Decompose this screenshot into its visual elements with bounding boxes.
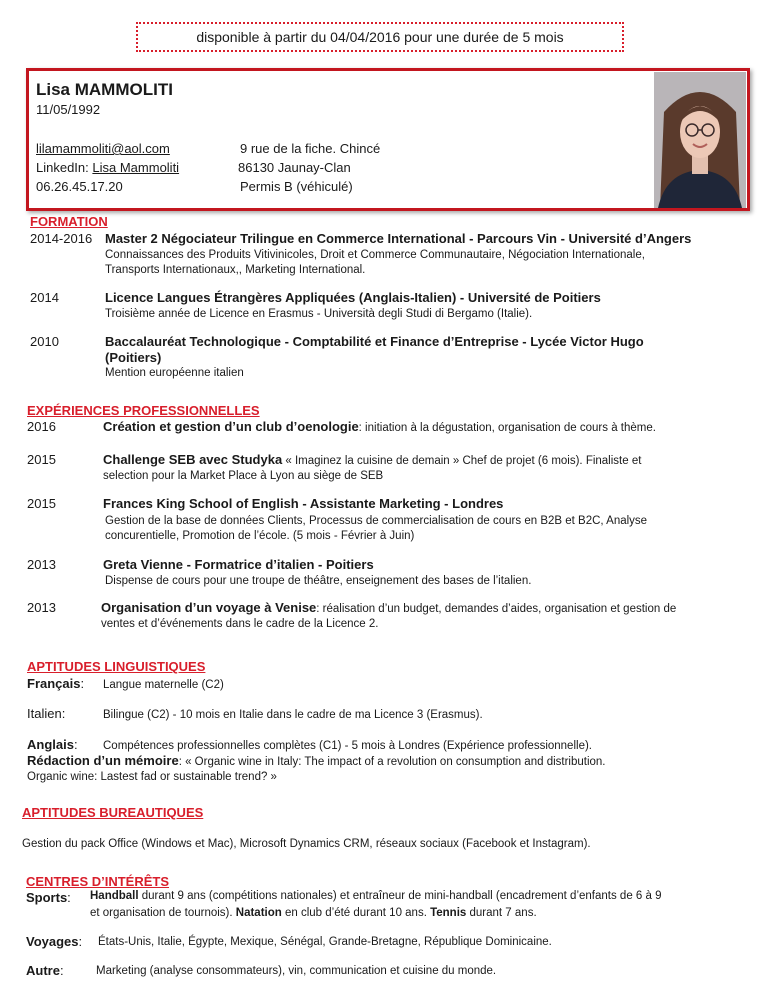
experience-desc: Dispense de cours pour une troupe de théâtre, enseignement des bases de l’italien.: [105, 575, 532, 587]
interest-other-label-wrap: Autre:: [26, 963, 64, 978]
language-text: Langue maternelle (C2): [103, 679, 224, 691]
sport-natation: Natation: [235, 907, 282, 919]
formation-title: Licence Langues Étrangères Appliquées (Anglais-Italien) - Université de Poitiers: [105, 290, 601, 305]
experience-desc: : réalisation d’un budget, demandes d’aides, organisation et gestion de: [316, 603, 677, 615]
formation-year: 2010: [30, 334, 59, 349]
thesis-line: [27, 753, 606, 768]
sport-handball: Handball: [90, 890, 139, 902]
language-label: Italien: [27, 706, 62, 721]
sports-text: et organisation de tournois).: [90, 907, 236, 919]
formation-title: Baccalauréat Technologique - Comptabilité et Finance d’Entreprise - Lycée Victor Hugo: [105, 334, 644, 349]
section-title-languages: APTITUDES LINGUISTIQUES: [27, 659, 206, 674]
language-label: Anglais: [27, 737, 74, 752]
experience-line: [103, 419, 656, 434]
section-title-interests: CENTRES D’INTÉRÊTS: [26, 874, 170, 889]
experience-desc: « Imaginez la cuisine de demain » Chef de projet (6 mois). Finaliste et: [282, 455, 642, 467]
experience-desc: selection pour la Market Place à Lyon au siège de SEB: [103, 470, 384, 482]
interest-sports-line-2: [90, 907, 537, 919]
section-title-office: APTITUDES BUREAUTIQUES: [22, 805, 204, 820]
formation-desc: Transports Internationaux,, Marketing International.: [105, 264, 366, 276]
linkedin-line: [36, 160, 179, 175]
linkedin-link[interactable]: Lisa Mammoliti: [92, 160, 180, 175]
experience-line: [101, 600, 676, 615]
language-english: Anglais:: [27, 737, 78, 752]
phone: 06.26.45.17.20: [36, 179, 123, 194]
experience-desc: ventes et d’événements dans le cadre de la Licence 2.: [101, 618, 379, 630]
birthdate: 11/05/1992: [36, 102, 101, 117]
section-title-experiences: EXPÉRIENCES PROFESSIONNELLES: [27, 403, 260, 418]
experience-title: Organisation d’un voyage à Venise: [101, 600, 317, 615]
experience-desc: concurentielle, Promotion de l’école. (5 mois - Février à Juin): [105, 530, 415, 542]
sports-text: en club d’été durant 10 ans.: [281, 907, 431, 919]
experience-title: Frances King School of English - Assistante Marketing - Londres: [103, 496, 504, 511]
interest-sports-label-wrap: Sports:: [26, 890, 71, 905]
experience-year: 2016: [27, 419, 56, 434]
experience-year: 2013: [27, 557, 56, 572]
experience-desc: : initiation à la dégustation, organisation de cours à thème.: [358, 422, 656, 434]
address-line-1: 9 rue de la fiche. Chincé: [240, 141, 381, 156]
formation-desc: Mention européenne italien: [105, 367, 244, 379]
other-text: Marketing (analyse consommateurs), vin, communication et cuisine du monde.: [96, 965, 497, 977]
language-text: Bilingue (C2) - 10 mois en Italie dans le cadre de ma Licence 3 (Erasmus).: [103, 709, 483, 721]
experience-year: 2015: [27, 452, 56, 467]
experience-desc: Gestion de la base de données Clients, Processus de commercialisation de cours en B2B et B2C, Analyse: [105, 515, 648, 527]
driving-license: Permis B (véhiculé): [240, 179, 353, 194]
experience-title: Création et gestion d’un club d’oenologie: [103, 419, 359, 434]
interest-label: Autre: [26, 963, 60, 978]
language-italian: Italien:: [27, 706, 66, 721]
office-text: Gestion du pack Office (Windows et Mac), Microsoft Dynamics CRM, réseaux sociaux (Facebook et Instagram).: [22, 838, 591, 850]
language-text: Compétences professionnelles complètes (C1) - 5 mois à Londres (Expérience professionnelle).: [103, 740, 592, 752]
experience-year: 2013: [27, 600, 56, 615]
thesis-text: Organic wine: Lastest fad or sustainable trend? »: [27, 771, 277, 783]
address-line-2: 86130 Jaunay-Clan: [238, 160, 351, 175]
section-title-formation: FORMATION: [30, 214, 108, 229]
profile-photo-illustration: [654, 72, 746, 208]
formation-title: Master 2 Négociateur Trilingue en Commerce International - Parcours Vin - Université d’Angers: [105, 231, 692, 246]
formation-year: 2014: [30, 290, 59, 305]
thesis-label: Rédaction d’un mémoire: [27, 753, 179, 768]
formation-desc: Connaissances des Produits Vitivinicoles, Droit et Commerce Communautaire, Négociation Internationale,: [105, 249, 645, 261]
email-link[interactable]: lilamammoliti@aol.com: [36, 141, 170, 156]
availability-text: disponible à partir du 04/04/2016 pour une durée de 5 mois: [196, 29, 564, 45]
availability-banner: [136, 22, 624, 52]
travel-text: États-Unis, Italie, Égypte, Mexique, Sénégal, Grande-Bretagne, République Dominicaine.: [98, 936, 552, 948]
language-label: Français: [27, 676, 81, 691]
experience-title: Challenge SEB avec Studyka: [103, 452, 283, 467]
interest-sports-line-1: [90, 890, 662, 902]
language-french: Français:: [27, 676, 85, 691]
interest-label: Sports: [26, 890, 68, 905]
experience-title: Greta Vienne - Formatrice d’italien - Poitiers: [103, 557, 374, 572]
interest-travel-label-wrap: Voyages:: [26, 934, 83, 949]
formation-title: (Poitiers): [105, 350, 162, 365]
experience-year: 2015: [27, 496, 56, 511]
sports-text: durant 7 ans.: [466, 907, 537, 919]
formation-desc: Troisième année de Licence en Erasmus - Università degli Studi di Bergamo (Italie).: [105, 308, 533, 320]
thesis-text: : « Organic wine in Italy: The impact of a revolution on consumption and distribution.: [178, 756, 606, 768]
formation-year: 2014-2016: [30, 231, 93, 246]
sport-tennis: Tennis: [430, 907, 467, 919]
profile-photo: [654, 72, 746, 208]
sports-text: durant 9 ans (compétitions nationales) et entraîneur de mini-handball (encadrement d’enfants de 6 à 9: [138, 890, 662, 902]
linkedin-label: LinkedIn:: [36, 160, 89, 175]
experience-line: [103, 452, 641, 467]
candidate-name: Lisa MAMMOLITI: [36, 80, 173, 99]
interest-label: Voyages: [26, 934, 79, 949]
